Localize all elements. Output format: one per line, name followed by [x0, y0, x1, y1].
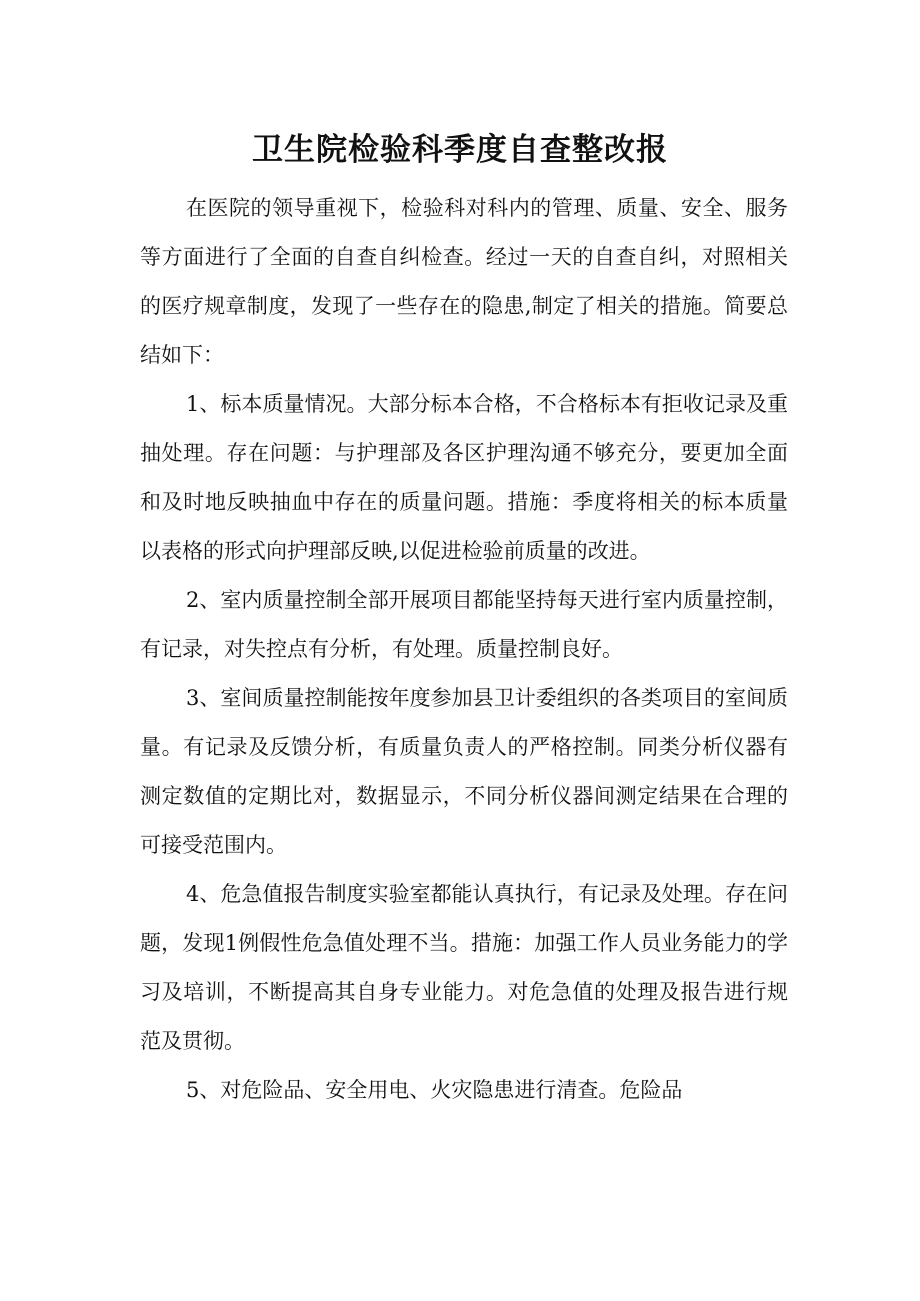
document-body: [140, 184, 788, 1115]
paragraph-item-5: 5、对危险品、安全用电、火灾隐患进行清查。危险品: [186, 1078, 683, 1102]
paragraph-item-4: 4、危急值报告制度实验室都能认真执行，有记录及处理。存在问题，发现1例假性危急值处理不当。措施：加强工作人员业务能力的学习及培训，不断提高其自身专业能力。对危急值的处理及报告进行规范及贯彻。: [140, 882, 788, 1053]
paragraph-item-2: 2、室内质量控制全部开展项目都能坚持每天进行室内质量控制，有记录，对失控点有分析，有处理。质量控制良好。: [140, 588, 788, 661]
paragraph-intro: 在医院的领导重视下，检验科对科内的管理、质量、安全、服务等方面进行了全面的自查自纠检查。经过一天的自查自纠，对照相关的医疗规章制度，发现了一些存在的隐患,制定了相关的措施。简要总结如下：: [140, 196, 788, 367]
paragraph-item-3: 3、室间质量控制能按年度参加县卫计委组织的各类项目的室间质量。有记录及反馈分析，有质量负责人的严格控制。同类分析仪器有测定数值的定期比对，数据显示，不同分析仪器间测定结果在合理的可接受范围内。: [140, 686, 788, 857]
document-title: 卫生院检验科季度自查整改报: [252, 132, 668, 168]
paragraph-item-1: 1、标本质量情况。大部分标本合格，不合格标本有拒收记录及重抽处理。存在问题：与护理部及各区护理沟通不够充分，要更加全面和及时地反映抽血中存在的质量问题。措施：季度将相关的标本质量以表格的形式向护理部反映,以促进检验前质量的改进。: [140, 392, 788, 563]
